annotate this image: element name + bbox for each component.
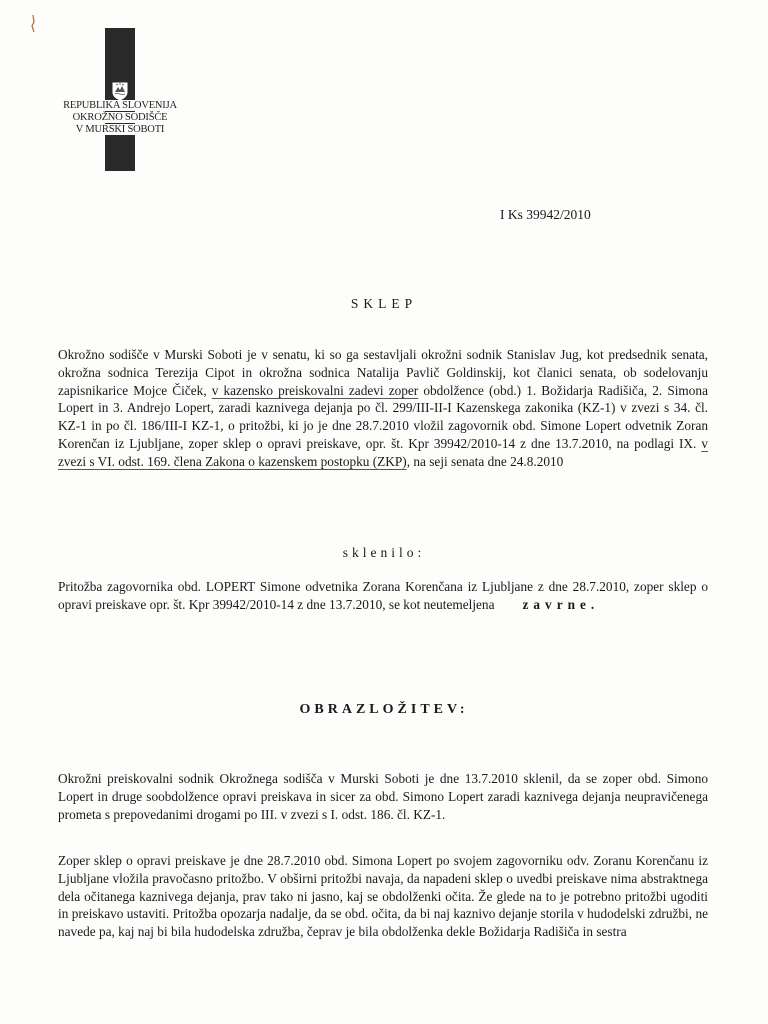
reasoning-text-2: Zoper sklep o opravi preiskave je dne 28.7.2010 obd. Simona Lopert po svojem zagovorniku odv. Zoranu Korenčanu iz Ljubljane vložila pravočasno pritožbo. V obširni pritožbi navaja, da napadeni sklep o uvedbi preiskave nima abstraktnega dela očitanega kaznivega dejanja, prav tako ni jasno, kaj se obdolženki očita. Že glede na to je potrebno pritožbi ugoditi in preiskavo ustaviti. Pritožba opozarja nadalje, da se obd. očita, da bi naj kaznivo dejanje storila v hudodelski združbi, ne navede pa, kaj naj bi bila hudodelska združba, čeprav je bila obdolženka dekle Božidarja Radišiča in sestra (58, 853, 708, 940)
intro-text-2: obdolžence (obd.) 1. Božidarja Radišiča, 2. Simona Lopert in 3. Andrejo Lopert, zaradi kaznivega dejanja po čl. 299/III-II-I Kazenskega zakonika (KZ-1) v zvezi s 34. čl. KZ-1 in po čl. 186/III-I KZ-1, o pritožbi, ki jo je dne 28.7.2010 vložil zagovornik obd. Simone Lopert odvetnik Zoran Korenčan iz Ljubljane, zoper sklep o opravi preiskave, opr. št. Kpr 39942/2010-14 z dne 13.7.2010, na podlagi IX. (58, 382, 708, 451)
court-header (58, 100, 182, 136)
intro-text-3: , na seji senata dne 24.8.2010 (406, 453, 564, 469)
decision-heading: sklenilo: (342, 545, 426, 560)
reasoning-paragraph-1 (58, 770, 708, 823)
reasoning-text-1: Okrožni preiskovalni sodnik Okrožnega sodišča v Murski Soboti je dne 13.7.2010 sklenil, da se zoper obd. Simono Lopert in druge soobdolžence opravi preiskava in sicer za obd. Simono Lopert zaradi kaznivega dejanja neupravičenega prometa s prepovedanimi drogami po III. v zvezi s I. odst. 186. čl. KZ-1. (58, 771, 708, 822)
decision-text: Pritožba zagovornika obd. LOPERT Simone odvetnika Zorana Korenčana iz Ljubljane z dne 28.7.2010, zoper sklep o opravi preiskave opr. št. Kpr 39942/2010-14 z dne 13.7.2010, se kot neutemeljena (58, 579, 708, 612)
intro-paragraph (58, 346, 708, 471)
pen-mark (30, 14, 36, 34)
intro-underlined-2: v zvezi s VI. odst. 169. člena Zakona o kazenskem postopku (ZKP) (58, 435, 708, 469)
intro-text-1: Okrožno sodišče v Murski Soboti je v senatu, ki so ga sestavljali okrožni sodnik Stanislav Jug, kot predsednik senata, okrožna sodnica Terezija Cipot in okrožna sodnica Natalija Pavlič Goldinskij, kot članici senata, ob sodelovanju zapisnikarice Mojce Čiček, (58, 347, 708, 398)
decision-paragraph (58, 578, 708, 614)
court-line-2: OKROŽNO SODIŠČE (72, 112, 168, 123)
document-title: SKLEP (350, 296, 418, 311)
intro-underlined-1: v kazensko preiskovalni zadevi zoper (211, 382, 419, 398)
decision-verdict: zavrne. (522, 596, 600, 612)
court-line-1: REPUBLIKA SLOVENIJA (63, 100, 177, 111)
reasoning-paragraph-2 (58, 852, 708, 941)
reasoning-heading: OBRAZLOŽITEV: (299, 702, 469, 717)
coat-of-arms-icon (109, 80, 131, 102)
court-line-3: V MURSKI SOBOTI (75, 124, 165, 135)
case-number: I Ks 39942/2010 (500, 207, 591, 222)
